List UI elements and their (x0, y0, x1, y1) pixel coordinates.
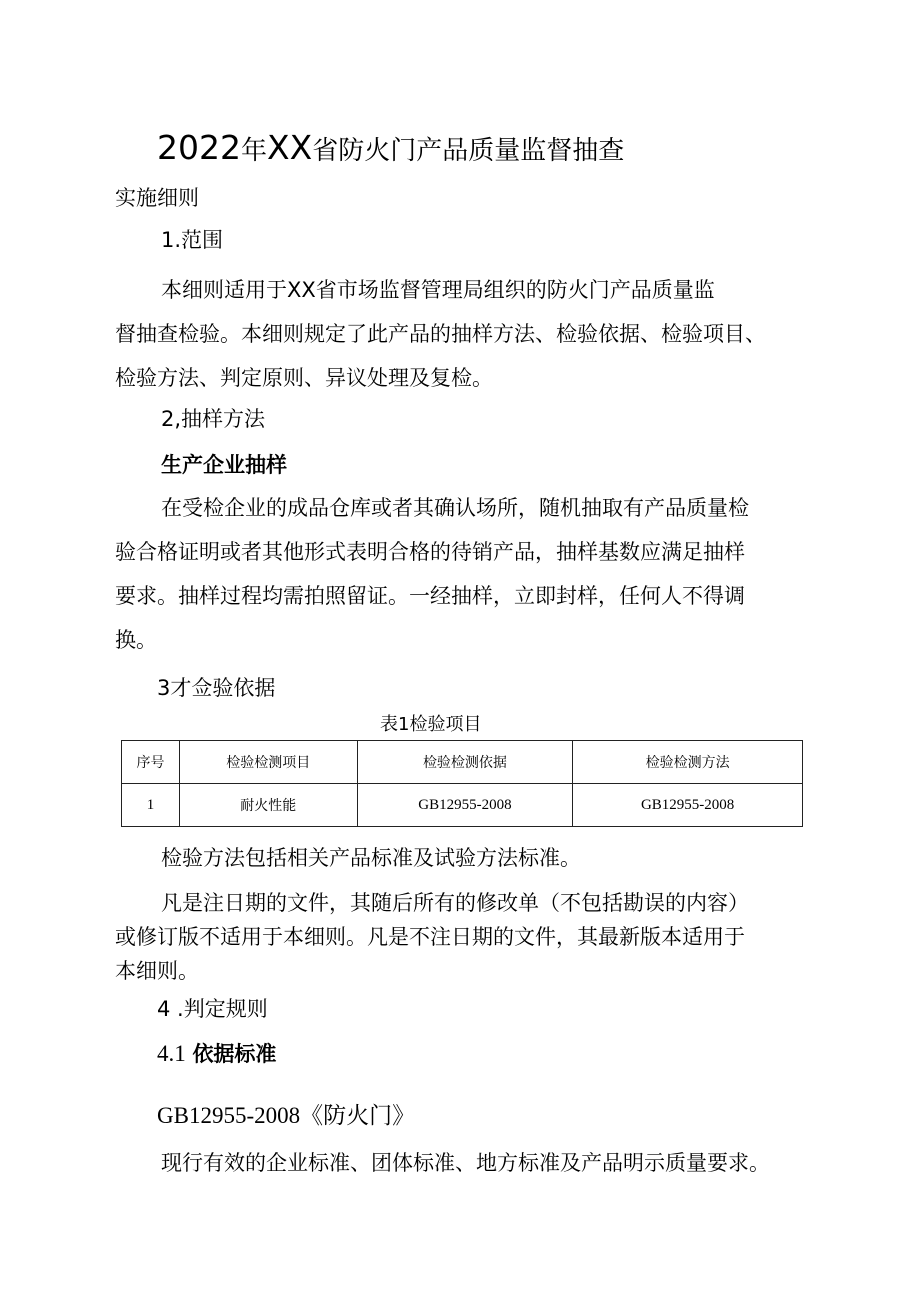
paragraph-line: 本细则。 (115, 959, 199, 983)
after-table-text: 检验方法包括相关产品标准及试验方法标准。 (161, 846, 581, 870)
table-cell: GB12955-2008 (573, 784, 803, 827)
document-title (157, 128, 624, 171)
dated-documents-body (115, 886, 825, 988)
section-2-heading: 2,抽样方法 (161, 407, 266, 431)
section-4-heading: 4 .判定规则 (157, 997, 268, 1021)
title-rest: 省防火门产品质量监督抽查 (312, 136, 625, 166)
section-4-1-heading (157, 1038, 276, 1070)
section-3-heading: 3才佥验依据 (157, 676, 276, 700)
section-4-1-number: 4.1 (157, 1041, 186, 1066)
table-header-cell: 检验检测项目 (179, 741, 357, 784)
paragraph-line: 检验方法、判定原则、异议处理及复检。 (115, 366, 493, 390)
paragraph-line: 本细则适用于XX省市场监督管理局组织的防火门产品质量监 (161, 278, 715, 302)
table-cell: GB12955-2008 (357, 784, 573, 827)
document-subtitle: 实施细则 (115, 186, 199, 210)
section-1-heading: 1.范围 (161, 228, 224, 252)
title-year: 2022 (157, 128, 241, 167)
section-2-subheading: 生产企业抽样 (161, 453, 287, 477)
section-2-body (115, 486, 825, 662)
table-cell: 耐火性能 (179, 784, 357, 827)
table-header-row (122, 741, 803, 784)
title-province: XX (267, 128, 313, 167)
section-4-1-title: 依据标准 (192, 1042, 277, 1066)
table-cell: 1 (122, 784, 180, 827)
paragraph-line: 要求。抽样过程均需拍照留证。一经抽样，立即封样，任何人不得调 (115, 584, 745, 608)
inspection-items-table (121, 740, 803, 827)
paragraph-line: 换。 (115, 628, 157, 652)
paragraph-line: 在受检企业的成品仓库或者其确认场所，随机抽取有产品质量检 (161, 496, 749, 520)
title-year-unit: 年 (240, 136, 267, 166)
paragraph-line: 验合格证明或者其他形式表明合格的待销产品，抽样基数应满足抽样 (115, 540, 745, 564)
paragraph-line: 凡是注日期的文件，其随后所有的修改单（不包括勘误的内容） (161, 891, 749, 915)
paragraph-line: 督抽查检验。本细则规定了此产品的抽样方法、检验依据、检验项目、 (115, 322, 766, 346)
table-caption: 表1检验项目 (380, 714, 482, 735)
paragraph-line: 或修订版不适用于本细则。凡是不注日期的文件，其最新版本适用于 (115, 925, 745, 949)
table-header-cell: 序号 (122, 741, 180, 784)
table-header-cell: 检验检测依据 (357, 741, 573, 784)
table-header-cell: 检验检测方法 (573, 741, 803, 784)
section-1-body (115, 268, 825, 400)
table-row (122, 784, 803, 827)
last-paragraph: 现行有效的企业标准、团体标准、地方标准及产品明示质量要求。 (161, 1151, 770, 1175)
standard-reference: GB12955-2008《防火门》 (157, 1103, 416, 1128)
